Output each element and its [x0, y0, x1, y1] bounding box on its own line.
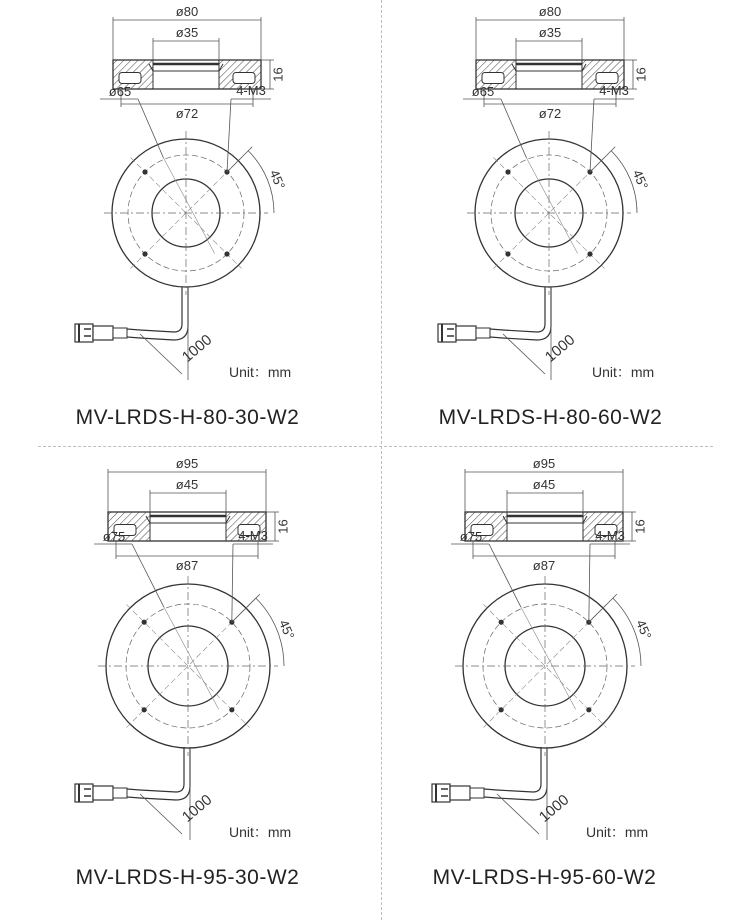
height-label: 16 [632, 519, 648, 534]
bolt-hole [505, 251, 510, 256]
technical-drawing [0, 0, 375, 460]
outer-diameter-label: ø95 [175, 456, 199, 471]
model-number: MV-LRDS-H-80-60-W2 [438, 406, 663, 429]
model-number: MV-LRDS-H-95-60-W2 [432, 866, 657, 889]
drawing-panel-2 [363, 0, 738, 460]
technical-drawing [0, 456, 375, 920]
cable [75, 747, 190, 840]
drawing-panel-3 [0, 456, 375, 920]
bolt-circle-label: ø65 [108, 84, 132, 99]
outer-diameter-label: ø80 [175, 4, 199, 19]
unit-label: Unit：mm [229, 364, 292, 380]
cable-length-label: 1000 [541, 331, 579, 366]
drawing-panel-1 [0, 0, 375, 460]
cable [75, 287, 188, 380]
cable-length-label: 1000 [535, 791, 573, 826]
bolt-hole [142, 169, 147, 174]
connector-body [456, 326, 476, 340]
base-diameter-label: ø87 [175, 558, 199, 573]
outer-diameter-label: ø95 [532, 456, 556, 471]
ring-view [451, 544, 641, 756]
height-label: 16 [633, 67, 649, 82]
ring-view [100, 99, 274, 295]
connector-body [93, 326, 113, 340]
base-diameter-label: ø72 [175, 106, 199, 121]
bolt-hole [229, 707, 234, 712]
drawing-panel-4 [357, 456, 732, 920]
model-number: MV-LRDS-H-80-30-W2 [75, 406, 300, 429]
bolt-hole [224, 251, 229, 256]
section-pocket-right [596, 73, 618, 84]
thread-spec-label: 4-M3 [595, 528, 625, 543]
connector-sleeve [476, 328, 490, 338]
technical-drawing [363, 0, 738, 460]
bolt-hole [499, 707, 504, 712]
inner-diameter-label: ø45 [532, 477, 556, 492]
cable [438, 287, 551, 380]
ring-view [463, 99, 637, 295]
angle-arc [611, 151, 637, 213]
cable-length-label: 1000 [178, 331, 216, 366]
connector-sleeve [470, 788, 484, 798]
bolt-circle-label: ø65 [471, 84, 495, 99]
inner-diameter-label: ø35 [538, 25, 562, 40]
height-label: 16 [275, 519, 291, 534]
bolt-hole [505, 169, 510, 174]
angle-label: 45° [633, 617, 655, 642]
angle-label: 45° [629, 167, 652, 192]
inner-diameter-label: ø35 [175, 25, 199, 40]
bolt-circle-label: ø75 [102, 529, 126, 544]
bolt-hole [587, 251, 592, 256]
technical-drawing [357, 456, 732, 920]
unit-label: Unit：mm [592, 364, 655, 380]
outer-diameter-label: ø80 [538, 4, 562, 19]
base-diameter-label: ø87 [532, 558, 556, 573]
bolt-circle-label: ø75 [459, 529, 483, 544]
angle-arc [248, 151, 274, 213]
connector-head [438, 324, 456, 342]
bolt-hole [142, 620, 147, 625]
connector-sleeve [113, 328, 127, 338]
unit-label: Unit：mm [229, 824, 292, 840]
section-pocket-left [119, 73, 141, 84]
thread-spec-label: 4-M3 [236, 83, 266, 98]
connector-head [432, 784, 450, 802]
cable-length-label: 1000 [178, 791, 216, 826]
angle-label: 45° [266, 167, 289, 192]
connector-sleeve [113, 788, 127, 798]
model-number: MV-LRDS-H-95-30-W2 [75, 866, 300, 889]
connector-body [450, 786, 470, 800]
bolt-hole [499, 620, 504, 625]
unit-label: Unit：mm [586, 824, 649, 840]
bolt-hole [142, 707, 147, 712]
connector-body [93, 786, 113, 800]
section-pocket-right [233, 73, 255, 84]
inner-diameter-label: ø45 [175, 477, 199, 492]
ring-view [94, 544, 284, 756]
thread-spec-label: 4-M3 [599, 83, 629, 98]
connector-head [75, 784, 93, 802]
section-pocket-left [482, 73, 504, 84]
height-label: 16 [270, 67, 286, 82]
bolt-hole [586, 707, 591, 712]
connector-head [75, 324, 93, 342]
bolt-hole [142, 251, 147, 256]
angle-label: 45° [276, 617, 298, 642]
cable [432, 747, 547, 840]
base-diameter-label: ø72 [538, 106, 562, 121]
thread-spec-label: 4-M3 [238, 528, 268, 543]
